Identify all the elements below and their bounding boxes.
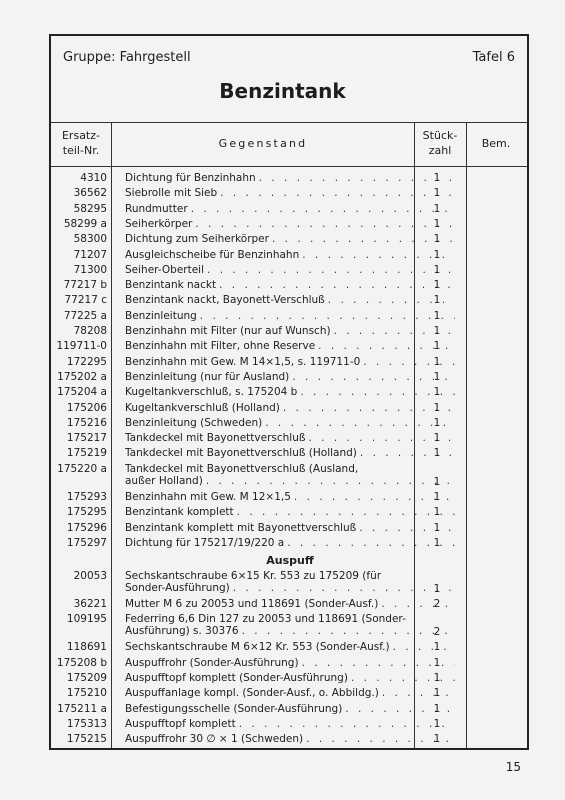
part-number: 4310: [80, 172, 107, 184]
description-text: Benzinleitung (nur für Ausland): [125, 370, 290, 383]
quantity: 1: [433, 217, 441, 230]
item-description: [125, 356, 455, 368]
description-text: Kugeltankverschluß, s. 175204 b: [125, 386, 298, 399]
description-text: Dichtung für Benzinhahn: [125, 172, 256, 184]
item-description: [125, 264, 455, 276]
part-number: 175211 a: [57, 702, 107, 715]
col-head-part-no: Ersatz- teil-Nr.: [61, 129, 100, 157]
quantity: 1: [433, 187, 441, 200]
description-text: Rundmutter: [125, 202, 188, 215]
dot-leader: [192, 218, 455, 230]
description-text: Benzintank nackt: [125, 279, 217, 292]
description-text: Benzinleitung: [125, 309, 197, 322]
item-description: [125, 703, 455, 715]
part-number: 77217 c: [64, 294, 107, 307]
page-title: Benzintank: [219, 79, 346, 103]
item-description: [125, 218, 455, 230]
part-number: 175210: [66, 687, 107, 700]
item-description: [125, 203, 455, 215]
part-number: 175216: [66, 416, 107, 429]
part-number: 175295: [66, 506, 107, 519]
part-number: 175202 a: [57, 370, 107, 383]
description-text: Benzinhahn mit Filter (nur auf Wunsch): [125, 325, 331, 337]
part-number: 175296: [66, 521, 107, 534]
description-text: Befestigungsschelle (Sonder-Ausführung): [125, 702, 343, 715]
description-text: Dichtung für 175217/19/220 a: [125, 536, 285, 549]
quantity: 1: [433, 386, 441, 399]
dot-leader: [230, 582, 455, 594]
item-description: [125, 641, 455, 653]
item-description: [125, 294, 455, 306]
dot-leader: [204, 264, 455, 276]
part-number: 58300: [73, 233, 107, 246]
description-text: Benzintank nackt, Bayonett-Verschluß: [125, 294, 325, 307]
description-text: Sonder-Ausführung): [125, 581, 230, 594]
part-number: 119711-0: [56, 340, 107, 353]
quantity: 2: [433, 626, 441, 639]
quantity: 1: [433, 355, 441, 368]
dot-leader: [239, 625, 455, 637]
description-text: Seiher-Oberteil: [125, 263, 205, 276]
item-description: [125, 570, 455, 594]
page-number: 15: [505, 760, 521, 774]
item-description: [125, 687, 455, 699]
quantity: 1: [433, 702, 441, 715]
description-text: Seiherkörper: [125, 217, 193, 230]
part-number: 175215: [66, 733, 107, 746]
description-text: Sechskantschraube 6×15 Kr. 553 zu 175209 (für: [125, 569, 382, 582]
col-head-remarks: Bem.: [481, 137, 511, 150]
quantity: 1: [433, 233, 441, 246]
dot-leader: [262, 417, 455, 429]
item-description: [125, 598, 455, 610]
dot-leader: [188, 203, 455, 215]
description-text: Benzinhahn mit Gew. M 12×1,5: [125, 491, 291, 503]
quantity: 1: [433, 506, 441, 519]
quantity: 1: [433, 641, 441, 654]
item-description: [125, 310, 455, 322]
description-text: außer Holland): [125, 474, 203, 487]
dot-leader: [197, 310, 455, 322]
quantity: 1: [433, 656, 441, 669]
item-description: [125, 340, 455, 352]
dot-leader: [216, 279, 455, 291]
item-description: [125, 325, 455, 337]
part-number: 175313: [66, 717, 107, 730]
dot-leader: [236, 718, 455, 730]
quantity: 1: [433, 294, 441, 307]
col-head-qty: Stück- zahl: [422, 129, 458, 157]
part-number: 36562: [73, 187, 107, 200]
group-label: Gruppe: Fahrgestell: [63, 50, 191, 65]
part-number: 77225 a: [63, 309, 107, 322]
part-number: 58299 a: [63, 217, 107, 230]
part-number: 175206: [66, 401, 107, 414]
part-number: 58295: [73, 202, 107, 215]
description-text: Dichtung zum Seiherkörper: [125, 233, 269, 246]
section-heading: Auspuff: [266, 554, 314, 568]
description-text: Siebrolle mit Sieb: [125, 187, 218, 200]
part-number: 172295: [66, 355, 107, 368]
part-number: 175217: [66, 432, 107, 445]
description-text: Mutter M 6 zu 20053 und 118691 (Sonder-Ausf.): [125, 597, 379, 610]
quantity: 1: [433, 370, 441, 383]
description-text: Kugeltankverschluß (Holland): [125, 401, 280, 414]
item-description: [125, 371, 455, 383]
part-number: 71300: [73, 263, 107, 276]
item-description: [125, 657, 455, 669]
col-head-item: Gegenstand: [218, 137, 308, 150]
item-description: [125, 522, 455, 534]
quantity: 2: [433, 597, 441, 610]
description-text: Ausführung) s. 30376: [125, 625, 239, 638]
part-number: 20053: [73, 569, 107, 582]
quantity: 1: [433, 432, 441, 445]
table-header-rule: [51, 166, 527, 167]
part-number: 175293: [66, 491, 107, 503]
item-description: [125, 537, 455, 549]
description-text: Tankdeckel mit Bayonettverschluß (Ausland,: [125, 462, 359, 475]
item-description: [125, 613, 455, 637]
item-description: [125, 718, 455, 730]
item-description: [125, 417, 455, 429]
quantity: 1: [433, 717, 441, 730]
dot-leader: [269, 233, 455, 245]
quantity: 1: [433, 475, 441, 488]
item-description: [125, 733, 455, 745]
item-description: [125, 447, 455, 459]
quantity: 1: [433, 582, 441, 595]
item-description: [125, 463, 455, 487]
table-top-rule: [51, 122, 527, 123]
plate-label: Tafel 6: [472, 50, 515, 65]
quantity: 1: [433, 279, 441, 292]
dot-leader: [280, 402, 455, 414]
part-number: 175220 a: [57, 462, 107, 475]
item-description: [125, 233, 455, 245]
part-number: 175209: [66, 672, 107, 684]
description-text: Tankdeckel mit Bayonettverschluß: [125, 432, 306, 445]
quantity: 1: [433, 172, 441, 184]
quantity: 1: [433, 263, 441, 276]
item-description: [125, 402, 455, 414]
description-text: Federring 6,6 Din 127 zu 20053 und 118691 (Sonder-: [125, 613, 406, 626]
quantity: 1: [433, 536, 441, 549]
description-text: Benzinleitung (Schweden): [125, 416, 263, 429]
description-text: Auspuffanlage kompl. (Sonder-Ausf., o. Abbildg.): [125, 687, 379, 700]
quantity: 1: [433, 491, 441, 503]
description-text: Auspuffrohr 30 ∅ × 1 (Schweden): [125, 733, 304, 746]
description-text: Tankdeckel mit Bayonettverschluß (Holland): [125, 447, 357, 460]
col-divider-1: [111, 122, 112, 748]
part-number: 175219: [66, 447, 107, 460]
item-description: [125, 172, 455, 184]
quantity: 1: [433, 672, 441, 684]
part-number: 109195: [66, 613, 107, 626]
description-text: Ausgleichscheibe für Benzinhahn: [125, 248, 300, 261]
quantity: 1: [433, 325, 441, 337]
quantity: 1: [433, 521, 441, 534]
part-number: 78208: [73, 325, 107, 337]
description-text: Auspufftopf komplett: [125, 717, 236, 730]
description-text: Auspufftopf komplett (Sonder-Ausführung): [125, 672, 348, 684]
quantity: 1: [433, 687, 441, 700]
description-text: Benzintank komplett: [125, 506, 234, 519]
part-number: 71207: [73, 248, 107, 261]
dot-leader: [256, 172, 455, 184]
dot-leader: [234, 506, 455, 518]
quantity: 1: [433, 340, 441, 353]
description-text: Benzinhahn mit Gew. M 14×1,5, s. 119711-0: [125, 355, 361, 368]
description-text: Auspuffrohr (Sonder-Ausführung): [125, 656, 299, 669]
part-number: 36221: [73, 597, 107, 610]
part-number: 77217 b: [63, 279, 107, 292]
dot-leader: [390, 641, 455, 653]
quantity: 1: [433, 733, 441, 746]
dot-leader: [217, 187, 455, 199]
part-number: 175208 b: [56, 656, 107, 669]
item-description: [125, 187, 455, 199]
quantity: 1: [433, 248, 441, 261]
quantity: 1: [433, 447, 441, 460]
part-number: 175204 a: [57, 386, 107, 399]
item-description: [125, 386, 455, 398]
item-description: [125, 672, 455, 684]
quantity: 1: [433, 416, 441, 429]
quantity: 1: [433, 309, 441, 322]
dot-leader: [203, 475, 455, 487]
item-description: [125, 279, 455, 291]
quantity: 1: [433, 401, 441, 414]
description-text: Benzintank komplett mit Bayonettverschluß: [125, 521, 357, 534]
item-description: [125, 491, 455, 503]
item-description: [125, 506, 455, 518]
description-text: Benzinhahn mit Filter, ohne Reserve: [125, 340, 316, 353]
part-number: 118691: [66, 641, 107, 654]
quantity: 1: [433, 202, 441, 215]
col-divider-3: [466, 122, 467, 748]
item-description: [125, 432, 455, 444]
description-text: Sechskantschraube M 6×12 Kr. 553 (Sonder-Ausf.): [125, 641, 390, 654]
item-description: [125, 249, 455, 261]
part-number: 175297: [66, 536, 107, 549]
